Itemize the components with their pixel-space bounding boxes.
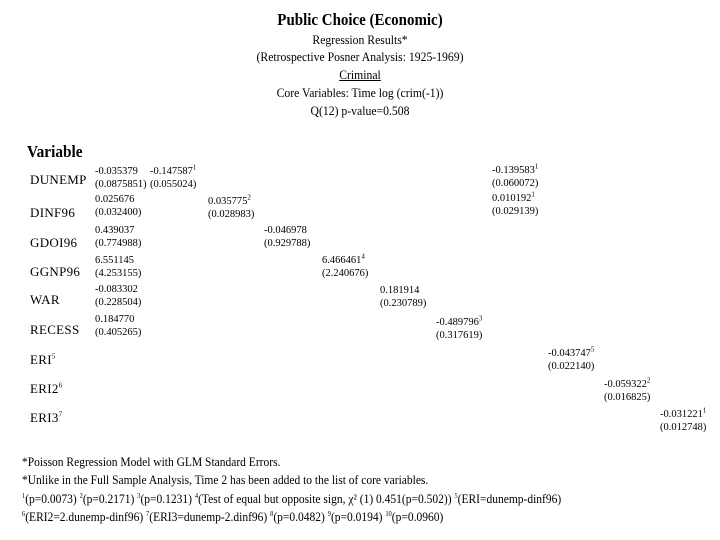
row-label-eri — [30, 352, 56, 368]
std-error: (0.0875851) — [95, 179, 147, 190]
std-error: (0.405265) — [95, 327, 142, 338]
row-label-ggnp96 — [30, 264, 80, 280]
coef-footnote: 1 — [192, 163, 197, 172]
row-label-footnote: 5 — [51, 352, 56, 361]
coef-cell — [95, 224, 141, 250]
coef-value: -0.083302 — [95, 284, 138, 295]
coef-footnote: 4 — [361, 252, 365, 261]
std-error: (0.028983) — [208, 209, 255, 220]
coef-value: 0.181914 — [380, 285, 420, 296]
footnote-text: (ERI3=dunemp-2.dinf96) — [149, 510, 271, 524]
coef-cell — [95, 193, 141, 219]
coef-value: -0.489796 — [436, 317, 479, 328]
coef-value: -0.059322 — [604, 379, 647, 390]
std-error: (0.016825) — [604, 392, 651, 403]
coef-cell — [604, 378, 650, 404]
coef-cell — [436, 316, 482, 342]
coef-cell — [548, 347, 594, 373]
note-footnotes-2 — [22, 510, 443, 525]
coef-value: -0.046978 — [264, 225, 307, 236]
coef-value: -0.035379 — [95, 166, 138, 177]
std-error: (0.317619) — [436, 330, 483, 341]
row-label-footnote: 6 — [58, 381, 63, 390]
row-label-eri3 — [30, 410, 62, 426]
row-label-footnote: 7 — [58, 410, 63, 419]
coef-cell — [95, 254, 141, 280]
footnote-text: (Test of equal but opposite sign, χ² (1) 0.451(p=0.502)) — [198, 492, 455, 506]
std-error: (0.060072) — [492, 178, 539, 189]
coef-footnote: 3 — [478, 314, 483, 323]
row-label-text: DUNEMP — [30, 172, 87, 187]
page-title: Public Choice (Economic) — [277, 10, 443, 29]
footnote-marker: 5 — [454, 491, 458, 500]
std-error: (0.774988) — [95, 238, 142, 249]
note-model: *Poisson Regression Model with GLM Standard Errors. — [22, 455, 281, 469]
row-label-dinf96 — [30, 205, 75, 221]
footnote-text: (ERI2=2.dunemp-dinf96) — [25, 510, 147, 524]
note-footnotes-1 — [22, 492, 561, 507]
coef-footnote: 1 — [534, 162, 539, 171]
std-error: (0.055024) — [150, 179, 197, 190]
std-error: (0.230789) — [380, 298, 427, 309]
coef-value: -0.043747 — [548, 348, 591, 359]
row-label-gdoi96 — [30, 235, 77, 251]
row-label-war — [30, 292, 60, 308]
coef-value: 6.551145 — [95, 255, 134, 266]
coef-cell — [95, 313, 141, 339]
footnote-marker: 4 — [194, 491, 199, 500]
row-label-text: GGNP96 — [30, 264, 81, 279]
coef-footnote: 5 — [590, 345, 595, 354]
footnote-marker: 1 — [22, 491, 26, 500]
row-label-text: WAR — [30, 292, 60, 307]
variable-column-header: Variable — [27, 142, 83, 161]
std-error: (0.029139) — [492, 206, 539, 217]
subtitle-core-variables: Core Variables: Time log (crim(-1)) — [276, 85, 444, 100]
subtitle-category: Criminal — [339, 67, 381, 82]
subtitle-q-statistic: Q(12) p-value=0.508 — [310, 103, 410, 118]
coef-cell — [95, 165, 147, 191]
std-error: (0.929788) — [264, 238, 311, 249]
footnote-text: (p=0.1231) — [140, 492, 195, 506]
coef-footnote: 1 — [531, 190, 535, 199]
std-error: (0.022140) — [548, 361, 595, 372]
subtitle-regression-results: Regression Results* — [312, 32, 408, 47]
row-label-text: ERI2 — [30, 381, 59, 396]
coef-value: -0.031221 — [660, 409, 703, 420]
row-label-text: RECESS — [30, 322, 80, 337]
std-error: (0.012748) — [660, 422, 707, 433]
coef-value: 0.010192 — [492, 193, 532, 204]
footnote-text: (p=0.0073) — [25, 492, 80, 506]
footnote-text: (p=0.0194) — [330, 510, 386, 524]
coef-cell — [208, 195, 254, 221]
coef-value: 0.035775 — [208, 196, 248, 207]
coef-footnote: 2 — [247, 193, 251, 202]
coef-cell — [380, 284, 426, 310]
coef-cell — [660, 408, 706, 434]
row-label-recess — [30, 322, 79, 338]
coef-cell — [95, 283, 141, 309]
footnote-text: (ERI=dunemp-dinf96) — [457, 492, 562, 506]
coef-cell — [264, 224, 310, 250]
note-time2: *Unlike in the Full Sample Analysis, Time 2 has been added to the list of core variables. — [22, 473, 429, 487]
footnote-marker: 7 — [146, 509, 150, 518]
footnote-text: (p=0.2171) — [82, 492, 138, 506]
footnote-marker: 8 — [270, 509, 274, 518]
coef-value: 0.184770 — [95, 314, 135, 325]
coef-value: 0.025676 — [95, 194, 135, 205]
coef-value: 0.439037 — [95, 225, 135, 236]
footnote-marker: 2 — [79, 491, 83, 500]
row-label-text: GDOI96 — [30, 235, 78, 250]
coef-footnote: 2 — [646, 376, 651, 385]
coef-cell — [322, 254, 368, 280]
std-error: (4.253155) — [95, 268, 142, 279]
std-error: (2.240676) — [322, 268, 369, 279]
coef-value: 6.466461 — [322, 255, 362, 266]
row-label-text: ERI3 — [30, 410, 59, 425]
footnote-marker: 6 — [22, 509, 26, 518]
subtitle-analysis-period: (Retrospective Posner Analysis: 1925-1969) — [256, 49, 464, 64]
footnote-text: (p=0.0482) — [273, 510, 328, 524]
coef-cell — [492, 164, 538, 190]
std-error: (0.228504) — [95, 297, 142, 308]
coef-value: -0.147587 — [150, 166, 193, 177]
row-label-dunemp — [30, 172, 87, 188]
footnote-marker: 9 — [327, 509, 331, 518]
footnote-text: (p=0.0960) — [391, 510, 444, 524]
coef-footnote: 1 — [702, 406, 707, 415]
std-error: (0.032400) — [95, 207, 142, 218]
coef-cell — [492, 192, 538, 218]
row-label-text: ERI — [30, 352, 52, 367]
footnote-marker: 10 — [385, 509, 392, 518]
footnote-marker: 3 — [137, 491, 141, 500]
coef-value: -0.139583 — [492, 165, 535, 176]
row-label-eri2 — [30, 381, 62, 397]
coef-cell — [150, 165, 196, 191]
row-label-text: DINF96 — [30, 205, 76, 220]
